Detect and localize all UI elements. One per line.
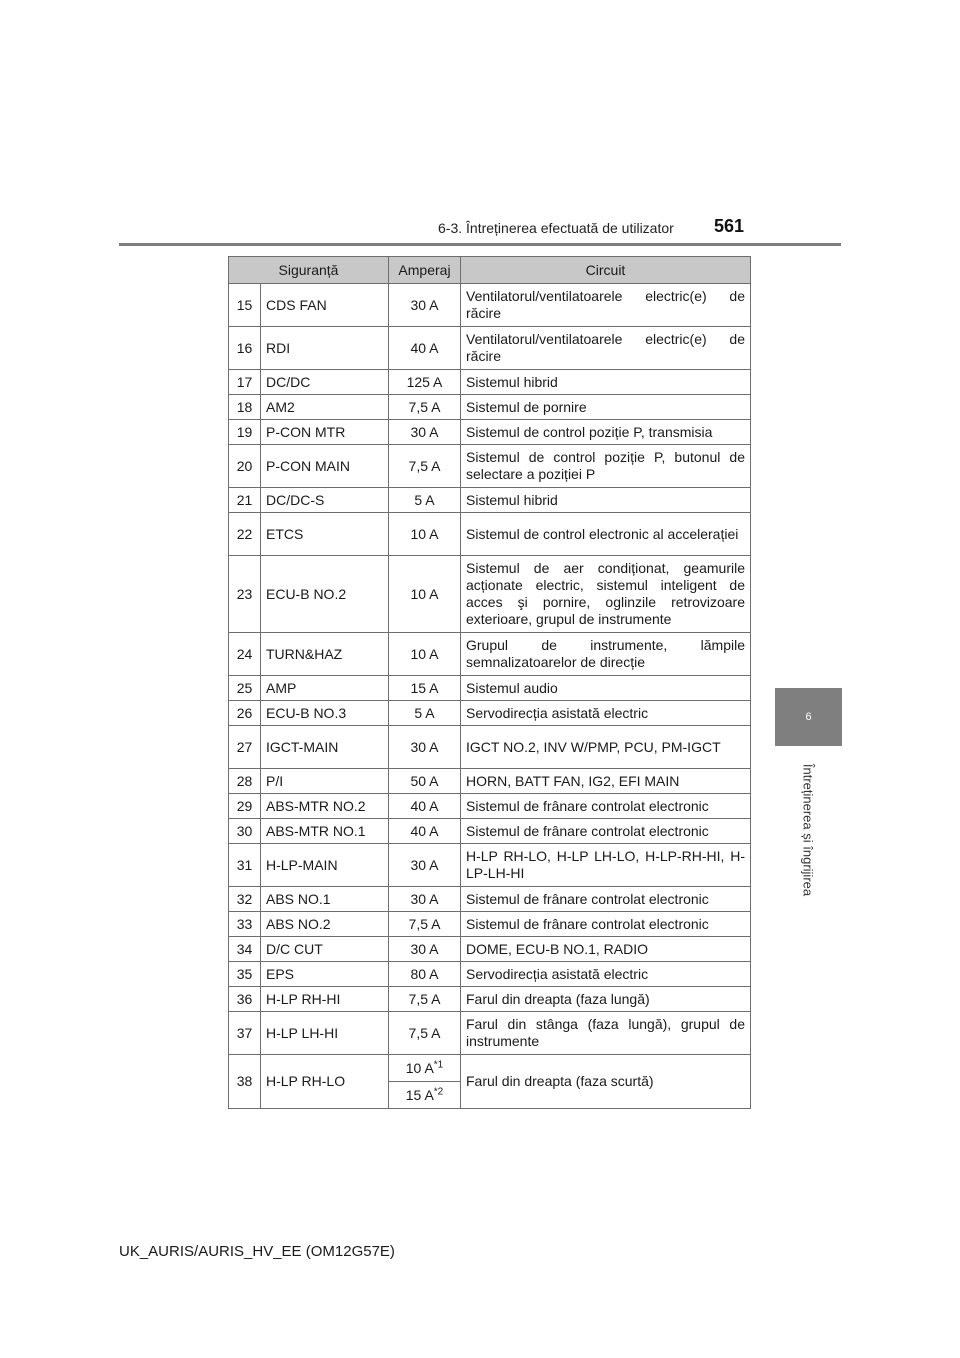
fuse-amperage: 30 A <box>389 844 461 887</box>
fuse-name: CDS FAN <box>261 284 389 327</box>
fuse-number: 24 <box>229 633 261 676</box>
fuse-table <box>228 256 751 1109</box>
fuse-name: DC/DC <box>261 370 389 395</box>
fuse-name: IGCT-MAIN <box>261 726 389 769</box>
fuse-circuit: Farul din dreapta (faza lungă) <box>461 987 751 1012</box>
fuse-number: 16 <box>229 327 261 370</box>
fuse-number: 19 <box>229 420 261 445</box>
fuse-circuit: H-LP RH-LO, H-LP LH-LO, H-LP-RH-HI, H-LP-LH-HI <box>461 844 751 887</box>
fuse-circuit: Sistemul de frânare controlat electronic <box>461 912 751 937</box>
table-body <box>229 284 751 1109</box>
table-row <box>229 370 751 395</box>
header-circuit: Circuit <box>461 257 751 284</box>
table-row <box>229 937 751 962</box>
fuse-amperage: 7,5 A <box>389 912 461 937</box>
chapter-tab[interactable] <box>775 688 842 746</box>
fuse-number: 15 <box>229 284 261 327</box>
table-row <box>229 284 751 327</box>
fuse-number: 25 <box>229 676 261 701</box>
document-code: UK_AURIS/AURIS_HV_EE (OM12G57E) <box>119 1243 395 1260</box>
fuse-amperage: 7,5 A <box>389 987 461 1012</box>
fuse-circuit: Sistemul de control poziție P, butonul de selectare a poziției P <box>461 445 751 488</box>
table-row <box>229 912 751 937</box>
fuse-name: P-CON MTR <box>261 420 389 445</box>
fuse-circuit: Sistemul de pornire <box>461 395 751 420</box>
fuse-amperage: 5 A <box>389 488 461 513</box>
fuse-name: ETCS <box>261 513 389 556</box>
table-row <box>229 887 751 912</box>
fuse-name: H-LP RH-HI <box>261 987 389 1012</box>
table-row <box>229 794 751 819</box>
fuse-circuit: DOME, ECU-B NO.1, RADIO <box>461 937 751 962</box>
fuse-circuit: Sistemul audio <box>461 676 751 701</box>
table-row <box>229 488 751 513</box>
table-row <box>229 445 751 488</box>
fuse-circuit: Sistemul hibrid <box>461 488 751 513</box>
fuse-amperage: 30 A <box>389 420 461 445</box>
header-divider <box>119 243 841 246</box>
fuse-number: 30 <box>229 819 261 844</box>
amperage-value: 15 A <box>405 1086 434 1103</box>
fuse-number: 26 <box>229 701 261 726</box>
fuse-amperage: 50 A <box>389 769 461 794</box>
fuse-circuit: IGCT NO.2, INV W/PMP, PCU, PM-IGCT <box>461 726 751 769</box>
fuse-amperage: 10 A <box>389 633 461 676</box>
table-row <box>229 769 751 794</box>
fuse-amperage: 30 A <box>389 726 461 769</box>
footnote-marker: *2 <box>433 1085 444 1097</box>
fuse-number: 27 <box>229 726 261 769</box>
fuse-number: 33 <box>229 912 261 937</box>
fuse-amperage: 15 A <box>389 676 461 701</box>
fuse-number: 34 <box>229 937 261 962</box>
fuse-circuit: Sistemul de control poziție P, transmisia <box>461 420 751 445</box>
fuse-amperage: 30 A <box>389 284 461 327</box>
table-row <box>229 726 751 769</box>
table-row <box>229 676 751 701</box>
fuse-circuit: Sistemul de frânare controlat electronic <box>461 794 751 819</box>
fuse-number: 23 <box>229 556 261 633</box>
fuse-number: 29 <box>229 794 261 819</box>
fuse-circuit: HORN, BATT FAN, IG2, EFI MAIN <box>461 769 751 794</box>
fuse-number: 17 <box>229 370 261 395</box>
fuse-amperage: 30 A <box>389 887 461 912</box>
fuse-amperage: 40 A <box>389 794 461 819</box>
fuse-name: H-LP RH-LO <box>261 1055 389 1109</box>
fuse-name: EPS <box>261 962 389 987</box>
table-row <box>229 513 751 556</box>
fuse-number: 38 <box>229 1055 261 1109</box>
fuse-number: 36 <box>229 987 261 1012</box>
fuse-amperage-variant-1 <box>389 1055 461 1082</box>
footnote-marker: *1 <box>433 1058 444 1070</box>
fuse-circuit: Farul din dreapta (faza scurtă) <box>461 1055 751 1109</box>
table-row <box>229 1055 751 1082</box>
fuse-number: 22 <box>229 513 261 556</box>
fuse-number: 28 <box>229 769 261 794</box>
chapter-title: Întreținerea și îngrijirea <box>800 763 816 897</box>
fuse-name: ABS-MTR NO.1 <box>261 819 389 844</box>
fuse-amperage: 10 A <box>389 513 461 556</box>
table-row <box>229 556 751 633</box>
fuse-amperage: 40 A <box>389 819 461 844</box>
table-row <box>229 701 751 726</box>
table-row <box>229 420 751 445</box>
fuse-circuit: Sistemul de frânare controlat electronic <box>461 887 751 912</box>
table-row <box>229 819 751 844</box>
fuse-name: TURN&HAZ <box>261 633 389 676</box>
fuse-number: 35 <box>229 962 261 987</box>
fuse-name: AM2 <box>261 395 389 420</box>
fuse-circuit: Sistemul de frânare controlat electronic <box>461 819 751 844</box>
fuse-amperage: 5 A <box>389 701 461 726</box>
fuse-amperage: 7,5 A <box>389 445 461 488</box>
table-row <box>229 987 751 1012</box>
fuse-name: RDI <box>261 327 389 370</box>
fuse-circuit: Farul din stânga (faza lungă), grupul de instrumente <box>461 1012 751 1055</box>
fuse-name: ECU-B NO.2 <box>261 556 389 633</box>
fuse-amperage: 80 A <box>389 962 461 987</box>
fuse-amperage: 125 A <box>389 370 461 395</box>
fuse-amperage: 7,5 A <box>389 395 461 420</box>
fuse-number: 18 <box>229 395 261 420</box>
fuse-name: AMP <box>261 676 389 701</box>
fuse-circuit: Sistemul de control electronic al accelerației <box>461 513 751 556</box>
fuse-name: P-CON MAIN <box>261 445 389 488</box>
fuse-circuit: Servodirecția asistată electric <box>461 962 751 987</box>
fuse-name: ABS NO.1 <box>261 887 389 912</box>
section-title: 6-3. Întreținerea efectuată de utilizator <box>438 220 674 236</box>
table-row <box>229 962 751 987</box>
table-header-row <box>229 257 751 284</box>
fuse-circuit: Grupul de instrumente, lămpile semnalizatoarelor de direcție <box>461 633 751 676</box>
fuse-name: ABS-MTR NO.2 <box>261 794 389 819</box>
fuse-circuit: Servodirecția asistată electric <box>461 701 751 726</box>
fuse-name: D/C CUT <box>261 937 389 962</box>
chapter-number: 6 <box>805 711 812 723</box>
table-row <box>229 327 751 370</box>
table-row <box>229 1012 751 1055</box>
fuse-amperage: 40 A <box>389 327 461 370</box>
table-row <box>229 844 751 887</box>
table-row <box>229 395 751 420</box>
fuse-name: DC/DC-S <box>261 488 389 513</box>
fuse-circuit: Sistemul hibrid <box>461 370 751 395</box>
fuse-name: ECU-B NO.3 <box>261 701 389 726</box>
fuse-amperage: 30 A <box>389 937 461 962</box>
fuse-circuit: Sistemul de aer condiționat, geamurile acționate electric, sistemul inteligent de acces şi pornire, oglinzile retrovizoare exterioare, grupul de instrumente <box>461 556 751 633</box>
fuse-name: H-LP-MAIN <box>261 844 389 887</box>
fuse-name: H-LP LH-HI <box>261 1012 389 1055</box>
amperage-value: 10 A <box>405 1059 434 1076</box>
fuse-circuit: Ventilatorul/ventilatoarele electric(e) de răcire <box>461 284 751 327</box>
fuse-number: 37 <box>229 1012 261 1055</box>
fuse-amperage: 7,5 A <box>389 1012 461 1055</box>
fuse-circuit: Ventilatorul/ventilatoarele electric(e) de răcire <box>461 327 751 370</box>
fuse-number: 31 <box>229 844 261 887</box>
fuse-name: ABS NO.2 <box>261 912 389 937</box>
header-fuse: Siguranță <box>229 257 389 284</box>
fuse-amperage-variant-2 <box>389 1082 461 1109</box>
fuse-name: P/I <box>261 769 389 794</box>
header-amperage: Amperaj <box>389 257 461 284</box>
fuse-number: 20 <box>229 445 261 488</box>
page-number: 561 <box>714 216 745 236</box>
table-row <box>229 633 751 676</box>
fuse-number: 32 <box>229 887 261 912</box>
fuse-amperage: 10 A <box>389 556 461 633</box>
fuse-number: 21 <box>229 488 261 513</box>
